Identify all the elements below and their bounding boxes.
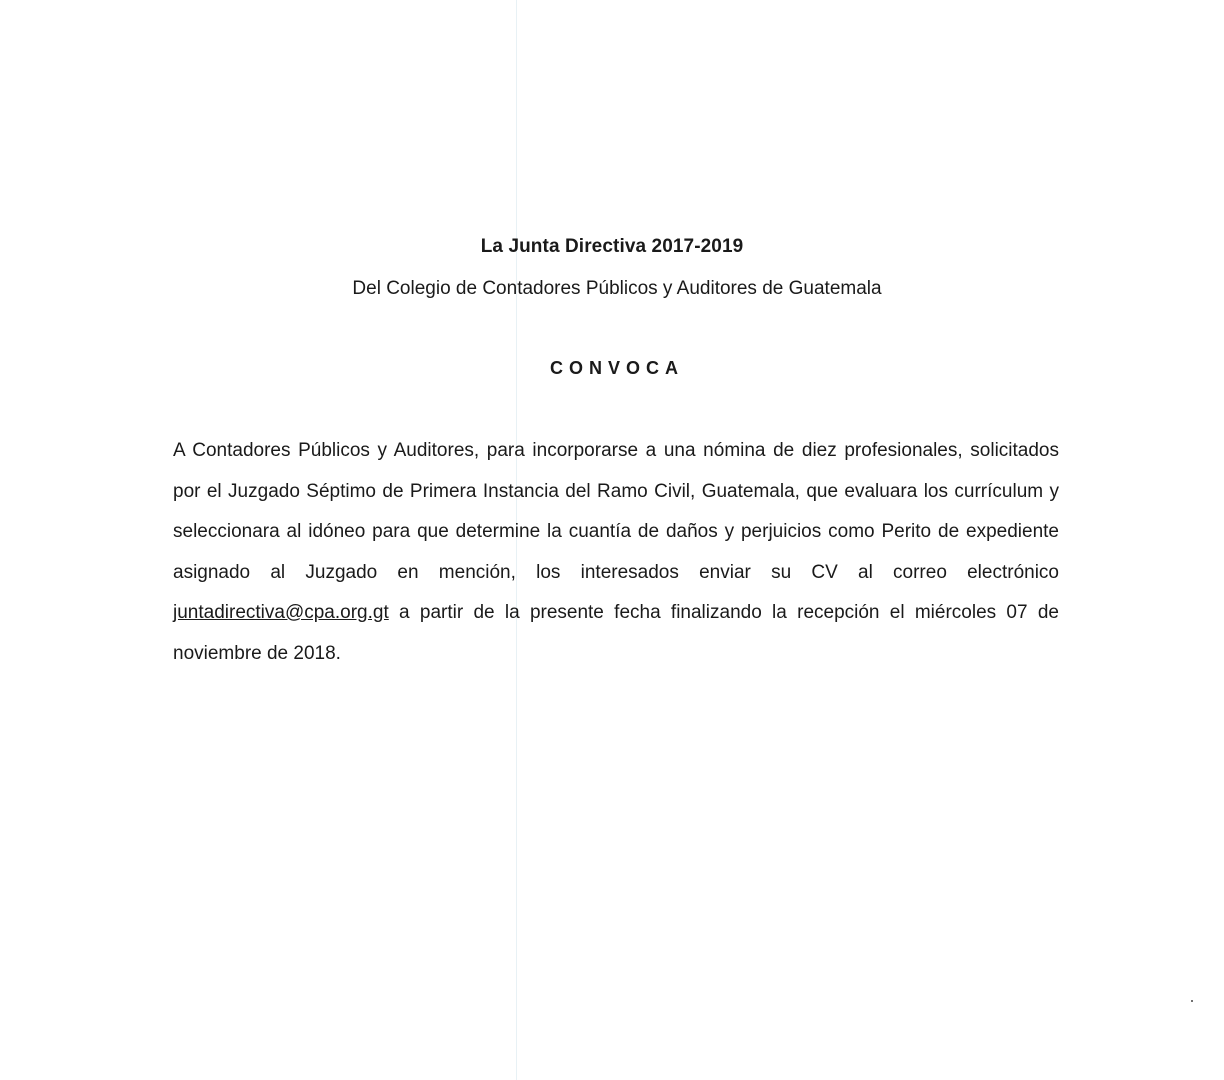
body-text-after-email: a partir de la presente fecha finalizando la recepción el miércoles 07 de noviembre de 2018. xyxy=(173,602,1059,664)
convoca-heading: CONVOCA xyxy=(549,358,684,378)
document-title: La Junta Directiva 2017-2019 xyxy=(480,236,744,257)
document-subtitle: Del Colegio de Contadores Públicos y Auditores de Guatemala xyxy=(352,278,882,299)
scan-speck xyxy=(1191,1000,1193,1002)
body-text-before-email: A Contadores Públicos y Auditores, para incorporarse a una nómina de diez profesionales, solicitados por el Juzgado Séptimo de Primera Instancia del Ramo Civil, Guatemala, que evaluara los currículum y seleccionara al idóneo para que determine la cuantía de daños y perjuicios como Perito de expediente asignado al Juzgado en mención, los interesados enviar su CV al correo electrónico xyxy=(173,440,1059,583)
email-link[interactable]: juntadirectiva@cpa.org.gt xyxy=(173,602,389,623)
body-paragraph xyxy=(173,431,1059,674)
